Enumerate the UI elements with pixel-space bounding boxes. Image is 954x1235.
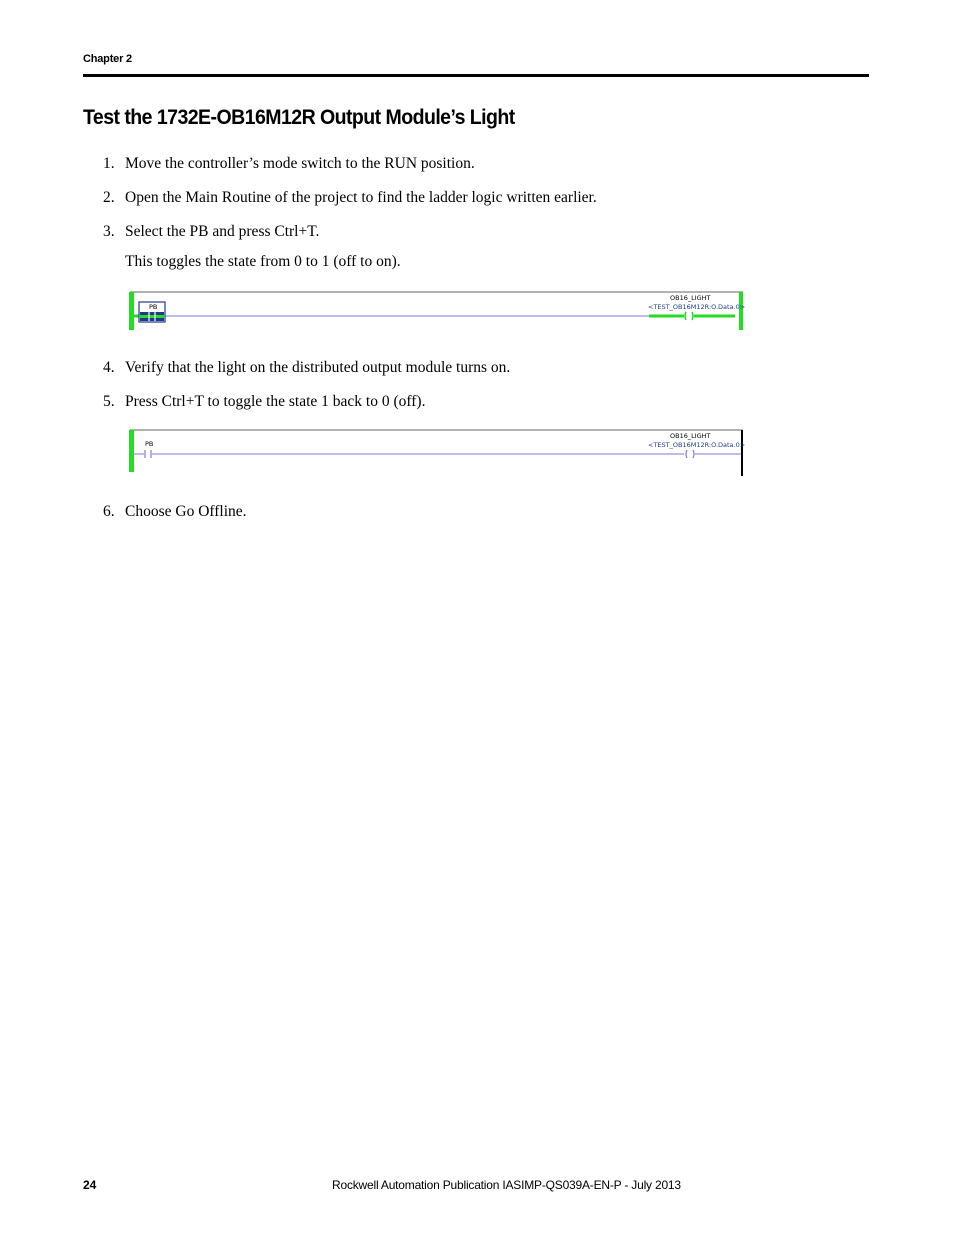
step-2 <box>103 189 597 207</box>
step-text: Move the controller’s mode switch to the RUN position. <box>125 155 475 172</box>
coil-symbol <box>686 450 687 458</box>
step-3 <box>103 223 319 241</box>
header-rule <box>83 74 869 77</box>
step-6 <box>103 503 247 521</box>
step-number: 2. <box>103 189 115 206</box>
step-4 <box>103 359 510 377</box>
coil-alias-label: <TEST_OB16M12R:O.Data.0> <box>648 303 745 311</box>
step-text: Press Ctrl+T to toggle the state 1 back to 0 (off). <box>125 393 426 410</box>
step-number: 1. <box>103 155 115 172</box>
step-number: 3. <box>103 223 115 240</box>
step-text: Open the Main Routine of the project to find the ladder logic written earlier. <box>125 189 597 206</box>
coil-symbol <box>685 312 686 320</box>
step-number: 4. <box>103 359 115 376</box>
section-title: Test the 1732E-OB16M12R Output Module’s Light <box>83 106 515 129</box>
chapter-label: Chapter 2 <box>83 53 132 65</box>
step-text: Verify that the light on the distributed output module turns on. <box>125 359 511 376</box>
step-3-note: This toggles the state from 0 to 1 (off to on). <box>125 253 401 270</box>
step-number: 5. <box>103 393 115 410</box>
step-text: Select the PB and press Ctrl+T. <box>125 223 320 240</box>
contact-tag-label: PB <box>145 440 154 448</box>
step-text: Choose Go Offline. <box>125 503 247 520</box>
publication-info: Rockwell Automation Publication IASIMP-QS039A-EN-P - July 2013 <box>332 1178 681 1192</box>
contact-tag-label: PB <box>149 303 158 311</box>
step-1 <box>103 155 475 173</box>
coil-alias-label: <TEST_OB16M12R:O.Data.0> <box>648 441 745 449</box>
step-number: 6. <box>103 503 115 520</box>
ladder-rung-on <box>127 290 745 336</box>
left-power-rail <box>129 430 134 472</box>
step-5 <box>103 393 425 411</box>
coil-tag-label: OB16_LIGHT <box>670 432 711 440</box>
left-power-rail <box>129 292 134 330</box>
coil-tag-label: OB16_LIGHT <box>670 294 711 302</box>
right-power-rail <box>741 430 743 476</box>
ladder-rung-off <box>127 428 745 474</box>
page-number: 24 <box>83 1178 97 1192</box>
right-power-rail <box>739 292 743 330</box>
